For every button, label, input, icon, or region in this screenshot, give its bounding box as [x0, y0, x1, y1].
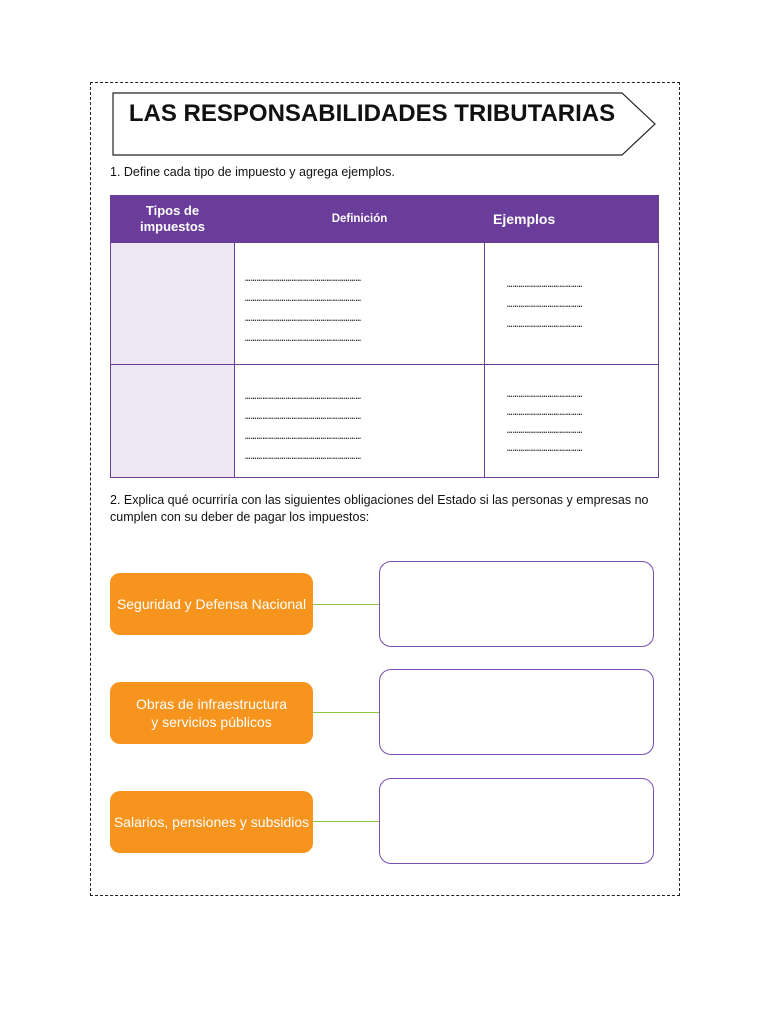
examples-cell-1[interactable] [485, 243, 659, 365]
obligation-label: Obras de infraestructura [136, 696, 287, 712]
dotted-line: ………………………………… [507, 300, 583, 310]
header-tipos-impuestos [111, 196, 235, 243]
dotted-line: …………………………………………………… [245, 392, 362, 402]
dotted-line: …………………………………………………… [245, 334, 362, 344]
obligation-label-line2: y servicios públicos [151, 714, 272, 730]
header-tipos-line1: Tipos de [145, 203, 200, 218]
instruction-1: 1. Define cada tipo de impuesto y agrega ejemplos. [110, 165, 395, 179]
examples-cell-2[interactable] [485, 365, 659, 478]
instruction-2 [110, 492, 670, 526]
dotted-line: …………………………………………………… [245, 274, 362, 284]
connector-line [313, 604, 379, 605]
answer-box-security[interactable] [379, 561, 654, 647]
header-ejemplos: Ejemplos [485, 196, 659, 243]
dotted-line: ………………………………… [507, 320, 583, 330]
dotted-line: ………………………………… [507, 280, 583, 290]
tax-type-cell-1[interactable] [111, 243, 235, 365]
dotted-line: ………………………………… [507, 408, 583, 418]
page-title: LAS RESPONSABILIDADES TRIBUTARIAS [128, 100, 616, 127]
obligation-pill-security [110, 573, 313, 635]
header-tipos-line2: impuestos [139, 219, 205, 234]
dotted-line: ………………………………… [507, 444, 583, 454]
obligation-pill-salaries [110, 791, 313, 853]
dotted-line: …………………………………………………… [245, 432, 362, 442]
dotted-line: …………………………………………………… [245, 412, 362, 422]
dotted-line: ………………………………… [507, 390, 583, 400]
answer-box-salaries[interactable] [379, 778, 654, 864]
obligation-label: Seguridad y Defensa Nacional [116, 596, 307, 612]
dotted-line: …………………………………………………… [245, 294, 362, 304]
instruction-2-line2: cumplen con su deber de pagar los impuestos: [110, 510, 370, 524]
instruction-2-line1: 2. Explica qué ocurriría con las siguientes obligaciones del Estado si las personas y empresas no [110, 493, 649, 507]
obligation-pill-infrastructure [110, 682, 313, 744]
connector-line [313, 821, 379, 822]
tax-type-cell-2[interactable] [111, 365, 235, 478]
title-banner [112, 92, 657, 156]
dotted-line: …………………………………………………… [245, 452, 362, 462]
answer-box-infrastructure[interactable] [379, 669, 654, 755]
dotted-line: …………………………………………………… [245, 314, 362, 324]
definition-cell-1[interactable] [235, 243, 485, 365]
obligation-label: Salarios, pensiones y subsidios [113, 814, 310, 830]
dotted-line: ………………………………… [507, 426, 583, 436]
tax-types-table [110, 195, 659, 478]
definition-cell-2[interactable] [235, 365, 485, 478]
connector-line [313, 712, 379, 713]
header-definicion: Definición [235, 196, 485, 243]
